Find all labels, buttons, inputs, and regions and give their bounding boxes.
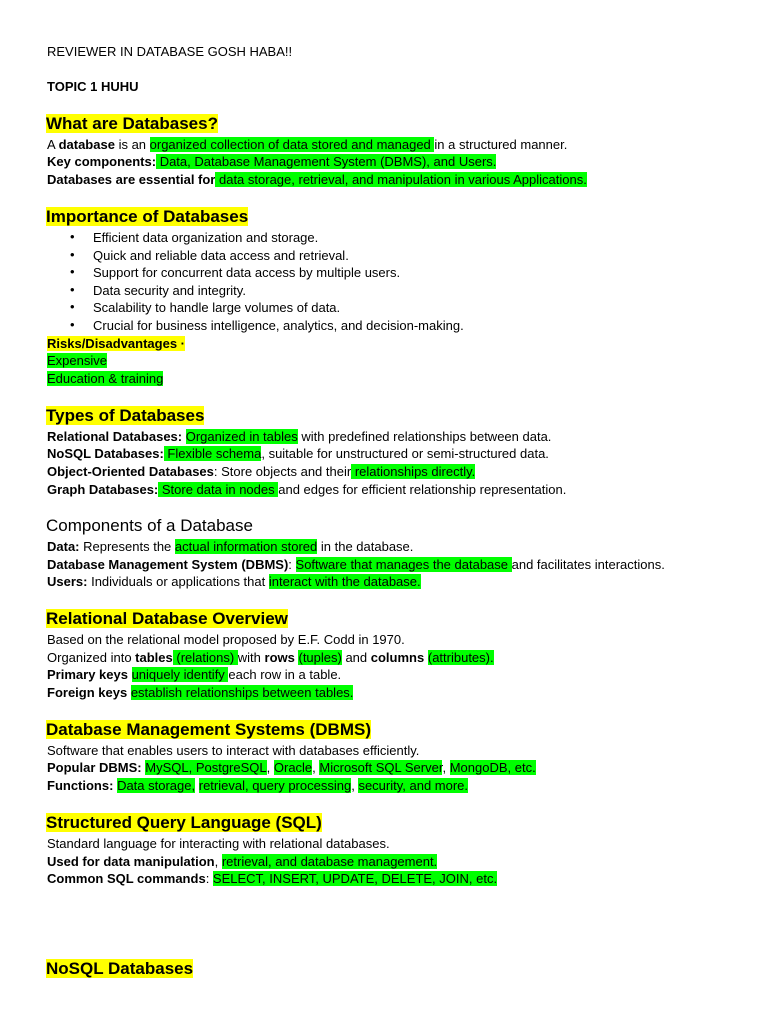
s3-line-2: NoSQL Databases: Flexible schema, suitable for unstructured or semi-structured data. xyxy=(47,446,549,461)
document-title: REVIEWER IN DATABASE GOSH HABA!! xyxy=(47,44,293,59)
s4-line-1: Data: Represents the actual information stored in the database. xyxy=(47,539,414,554)
bullet-icon: • xyxy=(70,247,75,262)
section-heading-components: Components of a Database xyxy=(46,516,253,535)
s6-line-1: Software that enables users to interact with databases efficiently. xyxy=(47,743,420,758)
risk-item: Education & training xyxy=(47,371,164,386)
s7-line-2: Used for data manipulation, retrieval, and database management. xyxy=(47,854,438,869)
s3-line-3: Object-Oriented Databases: Store objects and their relationships directly. xyxy=(47,464,476,479)
s6-line-2: Popular DBMS: MySQL, PostgreSQL, Oracle, Microsoft SQL Server, MongoDB, etc. xyxy=(47,760,536,775)
section-heading-types: Types of Databases xyxy=(46,406,205,425)
s4-line-2: Database Management System (DBMS): Software that manages the database and facilitates interactions. xyxy=(47,557,665,572)
s3-line-1: Relational Databases: Organized in tables with predefined relationships between data. xyxy=(47,429,552,444)
section-heading-nosql: NoSQL Databases xyxy=(46,959,194,978)
section-heading-importance: Importance of Databases xyxy=(46,207,249,226)
s7-line-3: Common SQL commands: SELECT, INSERT, UPDATE, DELETE, JOIN, etc. xyxy=(47,871,498,886)
s1-line-2: Key components: Data, Database Management System (DBMS), and Users. xyxy=(47,154,497,169)
s5-line-2: Organized into tables (relations) with rows (tuples) and columns (attributes). xyxy=(47,650,494,665)
section-heading-dbms: Database Management Systems (DBMS) xyxy=(46,720,371,739)
section-heading-what-are-databases: What are Databases? xyxy=(46,114,218,133)
s1-line-3: Databases are essential for data storage, retrieval, and manipulation in various Applications. xyxy=(47,172,587,187)
bullet-icon: • xyxy=(70,317,75,332)
bullet-icon: • xyxy=(70,282,75,297)
risks-label: Risks/Disadvantages · xyxy=(47,336,186,351)
bullet-icon: • xyxy=(70,229,75,244)
bullet-icon: • xyxy=(70,299,75,314)
s7-line-1: Standard language for interacting with relational databases. xyxy=(47,836,390,851)
s5-line-1: Based on the relational model proposed by E.F. Codd in 1970. xyxy=(47,632,405,647)
s4-line-3: Users: Individuals or applications that interact with the database. xyxy=(47,574,421,589)
s5-line-4: Foreign keys establish relationships between tables. xyxy=(47,685,354,700)
section-heading-sql: Structured Query Language (SQL) xyxy=(46,813,322,832)
s3-line-4: Graph Databases: Store data in nodes and edges for efficient relationship representation. xyxy=(47,482,567,497)
s5-line-3: Primary keys uniquely identify each row in a table. xyxy=(47,667,342,682)
topic-label: TOPIC 1 HUHU xyxy=(47,79,139,94)
risk-item: Expensive xyxy=(47,353,107,368)
bullet-icon: • xyxy=(70,264,75,279)
section-heading-relational-overview: Relational Database Overview xyxy=(46,609,288,628)
s1-line-1: A database is an organized collection of data stored and managed in a structured manner. xyxy=(47,137,568,152)
s6-line-3: Functions: Data storage, retrieval, query processing, security, and more. xyxy=(47,778,469,793)
